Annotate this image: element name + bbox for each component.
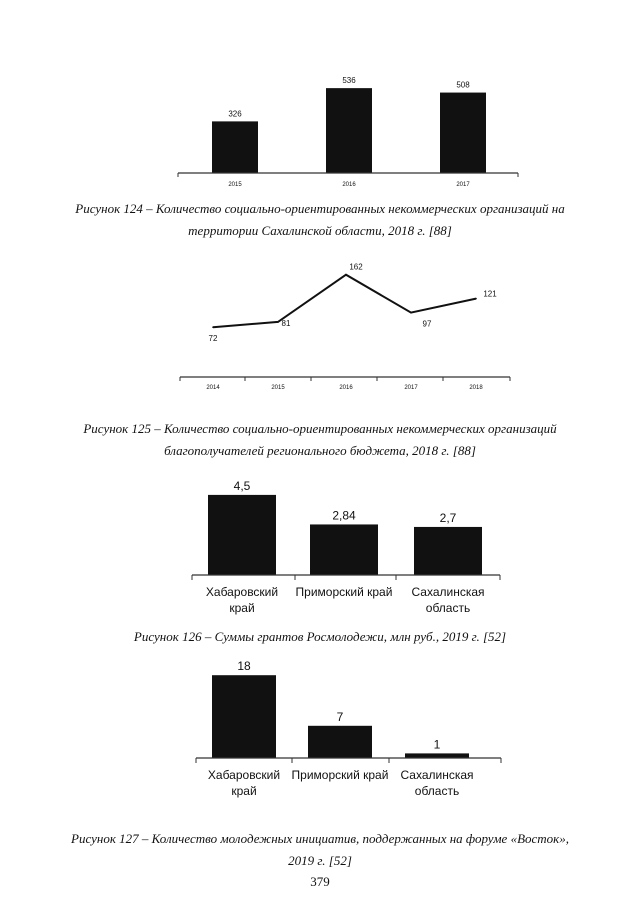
bar-value-label: 1 (433, 737, 441, 752)
line-value-label: 162 (349, 262, 363, 272)
line-point (345, 274, 347, 276)
figure-127-caption (40, 828, 600, 872)
figure-124-caption-line-1: Рисунок 124 – Количество социально-ориентированных некоммерческих организаций на (75, 201, 565, 216)
bar-3 (440, 93, 486, 173)
bar-2 (326, 88, 372, 173)
bar-2 (310, 524, 378, 575)
page-number: 379 (310, 874, 330, 889)
category-label: 2018 (469, 385, 483, 391)
line-value-label: 72 (208, 334, 218, 344)
figure-125-caption-line-1: Рисунок 125 – Количество социально-ориентированных некоммерческих организаций (83, 421, 557, 436)
category-label: Хабаровский (205, 585, 279, 599)
series-line (213, 275, 476, 328)
figure-127-caption-line-1: Рисунок 127 – Количество молодежных инициатив, поддержанных на форуме «Восток», (71, 831, 569, 846)
bar-3 (405, 753, 469, 758)
bar-1 (212, 121, 258, 173)
bar-value-label: 508 (456, 80, 470, 90)
bar-1 (212, 675, 276, 758)
figure-126-caption-line-1: Рисунок 126 – Суммы грантов Росмолодежи, млн руб., 2019 г. [52] (133, 629, 507, 644)
chart-124 (178, 88, 518, 177)
category-label: Приморский край (291, 768, 389, 782)
category-label: Приморский край (295, 585, 393, 599)
figure-126-caption (40, 626, 600, 648)
category-label: 2016 (342, 182, 356, 188)
bar-value-label: 536 (342, 76, 356, 86)
bar-value-label: 4,5 (233, 478, 251, 493)
category-label: Сахалинская (411, 585, 485, 599)
bar-value-label: 326 (228, 109, 242, 119)
chart-127 (196, 675, 501, 763)
line-point (410, 312, 412, 314)
category-label: 2017 (456, 182, 470, 188)
category-label: область (425, 601, 471, 615)
bar-value-label: 2,7 (439, 510, 457, 525)
category-label: Хабаровский (207, 768, 281, 782)
bar-2 (308, 726, 372, 758)
category-label: край (229, 601, 255, 615)
bar-1 (208, 495, 276, 575)
category-label: 2015 (228, 182, 242, 188)
line-value-label: 97 (422, 319, 432, 329)
line-point (277, 321, 279, 323)
line-point (475, 298, 477, 300)
line-point (212, 326, 214, 328)
category-label: 2014 (206, 385, 220, 391)
figure-124-caption (40, 198, 600, 242)
line-value-label: 81 (281, 318, 291, 328)
figure-125-caption (40, 418, 600, 462)
bar-value-label: 18 (237, 659, 251, 674)
category-label: край (231, 784, 257, 798)
bar-value-label: 2,84 (332, 508, 356, 523)
figure-127-caption-line-2: 2019 г. [52] (288, 853, 352, 868)
category-label: область (414, 784, 460, 798)
category-label: 2015 (271, 385, 285, 391)
figure-125-caption-line-2: благополучателей регионального бюджета, 2018 г. [88] (164, 443, 476, 458)
category-label: Сахалинская (400, 768, 474, 782)
bar-value-label: 7 (336, 709, 344, 724)
chart-125 (180, 274, 510, 381)
line-value-label: 121 (483, 289, 497, 299)
category-label: 2017 (404, 385, 418, 391)
figure-124-caption-line-2: территории Сахалинской области, 2018 г. [88] (188, 223, 452, 238)
category-label: 2016 (339, 385, 353, 391)
bar-3 (414, 527, 482, 575)
